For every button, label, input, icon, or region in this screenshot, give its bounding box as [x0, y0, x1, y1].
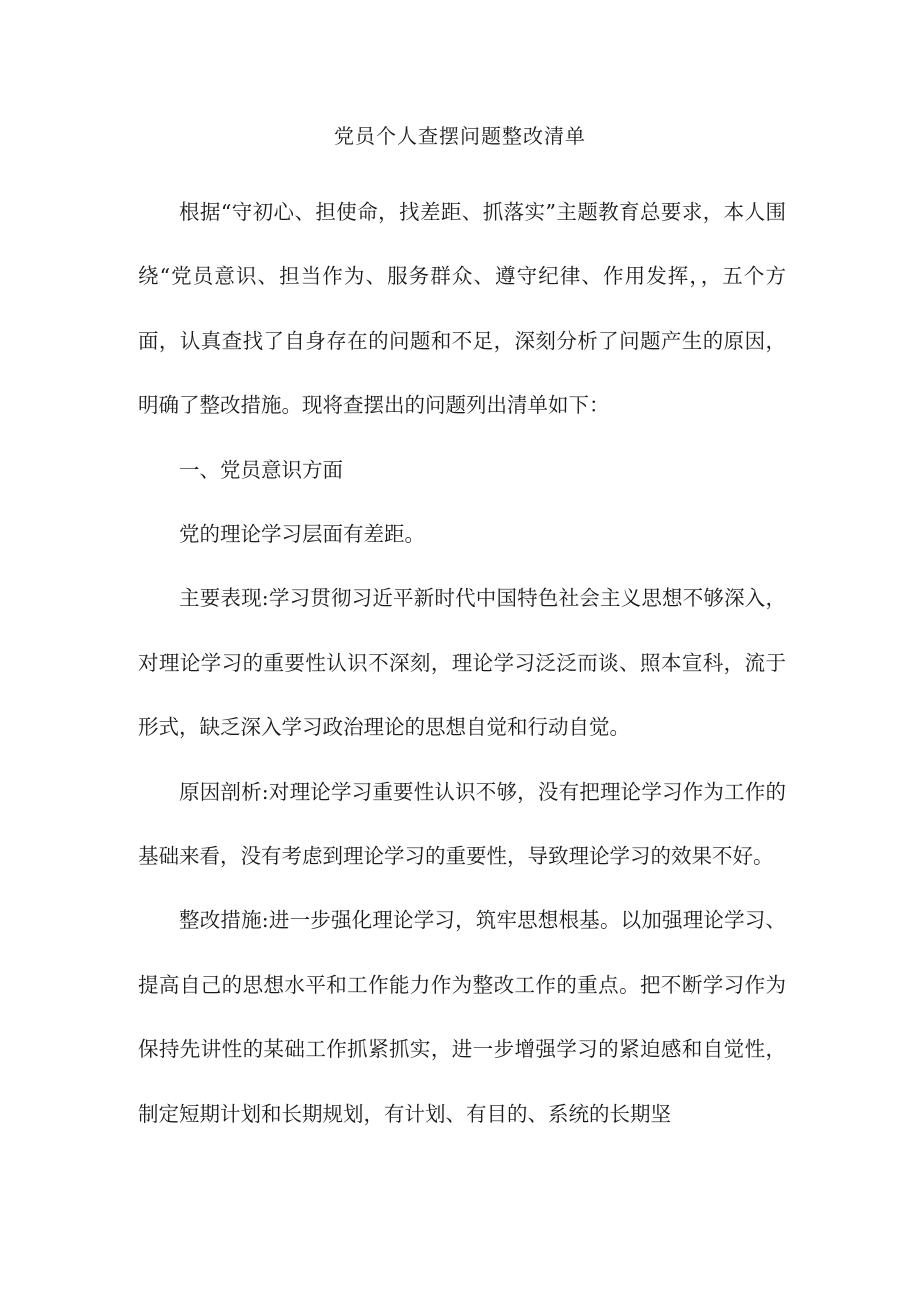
document-title: 党员个人查摆问题整改清单: [334, 124, 586, 148]
paragraph-intro: 根据“守初心、担使命，找差距、抓落实”主题教育总要求，本人围绕“党员意识、担当作为、服务群众、遵守纪律、作用发挥，，五个方面，认真查找了自身存在的问题和不足，深刻分析了问题产生的原因，明确了整改措施。现将查摆出的问题列出清单如下：: [138, 200, 786, 418]
paragraph-manifestation: 主要表现:学习贯彻习近平新时代中国特色社会主义思想不够深入，对理论学习的重要性认识不深刻，理论学习泛泛而谈、照本宣科，流于形式，缺乏深入学习政治理论的思想自觉和行动自觉。: [138, 586, 786, 740]
document-body: [138, 180, 786, 1146]
paragraph-issue: 党的理论学习层面有差距。: [179, 522, 425, 547]
paragraph-rectification-measures: 整改措施:进一步强化理论学习，筑牢思想根基。以加强理论学习、提高自己的思想水平和工作能力作为整改工作的重点。把不断学习作为保持先讲性的某础工作抓紧抓实，进一步增强学习的紧迫感和自觉性，制定短期计划和长期规划，有计划、有目的、系统的长期坚: [138, 908, 786, 1126]
section-heading: 一、党员意识方面: [179, 457, 343, 482]
paragraph-cause-analysis: 原因剖析:对理论学习重要性认识不够，没有把理论学习作为工作的基础来看，没有考虑到理论学习的重要性，导致理论学习的效果不好。: [138, 779, 786, 869]
